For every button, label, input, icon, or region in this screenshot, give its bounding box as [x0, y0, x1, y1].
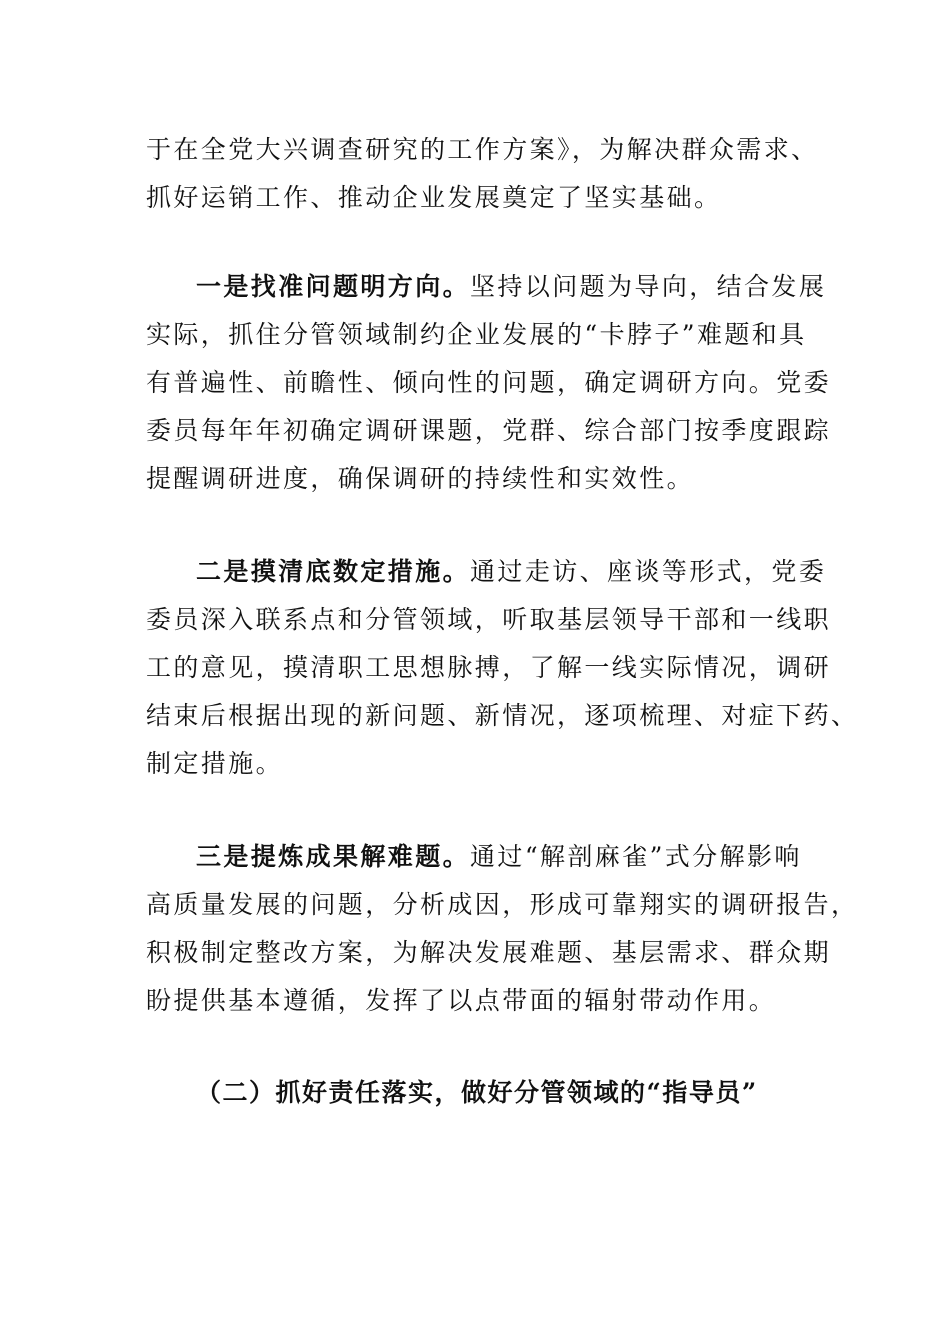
- p3-line-3: 积极制定整改方案，为解决发展难题、基层需求、群众期: [146, 938, 832, 967]
- p1-first-rest: 坚持以问题为导向，结合发展: [470, 272, 827, 301]
- p3-first-rest: 通过“解剖麻雀”式分解影响: [470, 842, 802, 871]
- p1-first-line: [196, 270, 826, 304]
- p1-lead: 一是找准问题明方向。: [196, 272, 471, 301]
- intro-line-1: 于在全党大兴调查研究的工作方案》，为解决群众需求、: [146, 135, 819, 164]
- p2-line-4: 结束后根据出现的新问题、新情况，逐项梳理、对症下药、: [146, 701, 859, 730]
- p2-line-5: 制定措施。: [146, 749, 284, 778]
- section-heading: （二）抓好责任落实，做好分管领域的“指导员”: [196, 1078, 758, 1107]
- p3-first-line: [196, 840, 802, 874]
- p3-line-4: 盼提供基本遵循，发挥了以点带面的辐射带动作用。: [146, 986, 777, 1015]
- p1-line-5: 提醒调研进度，确保调研的持续性和实效性。: [146, 464, 695, 493]
- p2-lead: 二是摸清底数定措施。: [196, 557, 471, 586]
- intro-line-2: 抓好运销工作、推动企业发展奠定了坚实基础。: [146, 183, 722, 212]
- p1-line-4: 委员每年年初确定调研课题，党群、综合部门按季度跟踪: [146, 416, 832, 445]
- p1-line-3: 有普遍性、前瞻性、倾向性的问题，确定调研方向。党委: [146, 368, 832, 397]
- p1-line-2: 实际，抓住分管领域制约企业发展的“卡脖子”难题和具: [146, 320, 807, 349]
- p3-line-2: 高质量发展的问题，分析成因，形成可靠翔实的调研报告，: [146, 890, 859, 919]
- p2-first-rest: 通过走访、座谈等形式，党委: [470, 557, 827, 586]
- p2-first-line: [196, 555, 826, 589]
- p3-lead: 三是提炼成果解难题。: [196, 842, 471, 871]
- p2-line-3: 工的意见，摸清职工思想脉搏，了解一线实际情况，调研: [146, 653, 832, 682]
- p2-line-2: 委员深入联系点和分管领域，听取基层领导干部和一线职: [146, 605, 832, 634]
